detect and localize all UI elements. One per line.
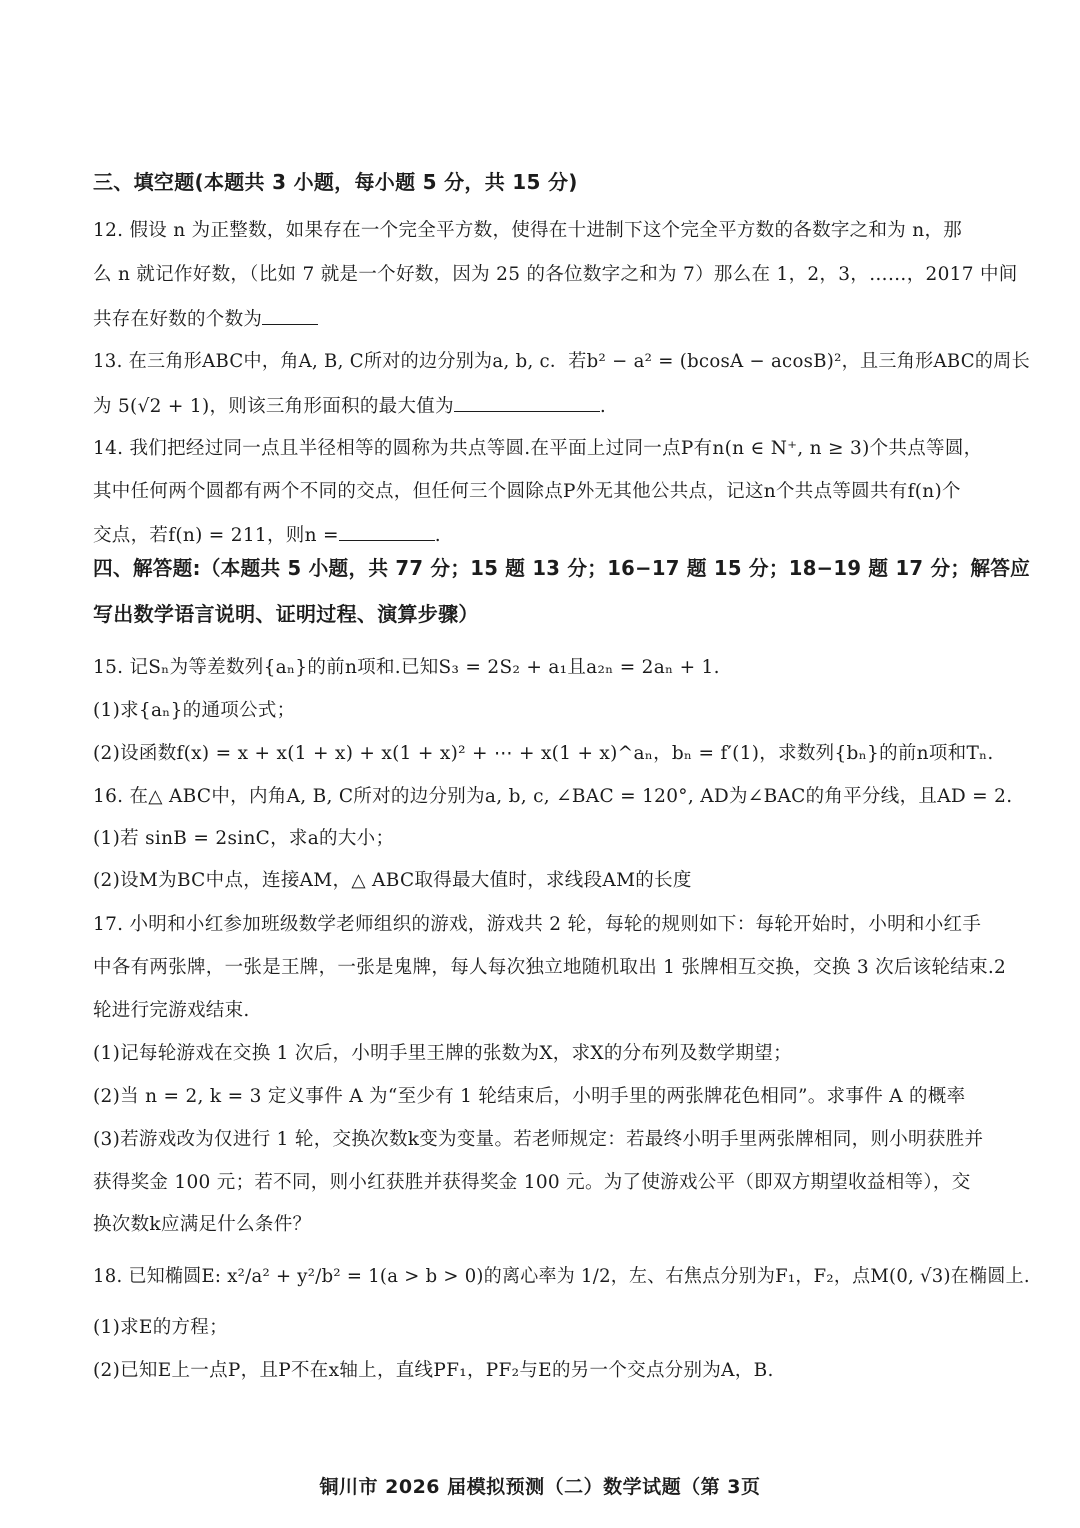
section-3-heading: 三、填空题(本题共 3 小题，每小题 5 分，共 15 分) <box>93 170 578 194</box>
q16-part-1: (1)若 sinB = 2sinC，求a的大小； <box>93 828 395 849</box>
q17-line-1: 17. 小明和小红参加班级数学老师组织的游戏，游戏共 2 轮，每轮的规则如下：每轮开始时，小明和小红手 <box>93 914 982 935</box>
q12-line-2: 么 n 就记作好数，（比如 7 就是一个好数，因为 25 的各位数字之和为 7）那么在 1，2，3，……，2017 中间 <box>93 264 1018 285</box>
q14-text: 交点，若f(n) = 211，则n = <box>93 525 339 546</box>
q13-line-2 <box>93 393 606 419</box>
q18-part-2: (2)已知E上一点P，且P不在x轴上，直线PF₁，PF₂与E的另一个交点分别为A，B. <box>93 1360 774 1381</box>
q14-line-1: 14. 我们把经过同一点且半径相等的圆称为共点等圆.在平面上过同一点P有n(n ∈ N⁺, n ≥ 3)个共点等圆， <box>93 438 983 459</box>
q15-part-1: (1)求{aₙ}的通项公式； <box>93 700 296 721</box>
q17-part-1: (1)记每轮游戏在交换 1 次后，小明手里王牌的张数为X，求X的分布列及数学期望； <box>93 1043 792 1064</box>
q14-period: . <box>434 525 441 546</box>
q16-line-1: 16. 在△ ABC中，内角A, B, C所对的边分别为a, b, c, ∠BAC = 120°, AD为∠BAC的角平分线，且AD = 2. <box>93 786 1013 807</box>
section-4-heading-line-2: 写出数学语言说明、证明过程、演算步骤） <box>93 602 479 626</box>
answer-blank-q12 <box>262 306 318 325</box>
q13-line-1: 13. 在三角形ABC中，角A, B, C所对的边分别为a, b, c．若b² − a² = (bcosA − acosB)²，且三角形ABC的周长 <box>93 351 1031 372</box>
q12-line-3 <box>93 306 318 332</box>
footer-text: 铜川市 2026 届模拟预测（二）数学试题（第 3页 <box>319 1476 761 1498</box>
q17-part-3-line-1: (3)若游戏改为仅进行 1 轮，交换次数k变为变量。若老师规定：若最终小明手里两张牌相同，则小明获胜并 <box>93 1129 984 1150</box>
q17-part-2: (2)当 n = 2, k = 3 定义事件 A 为“至少有 1 轮结束后，小明手里的两张牌花色相同”。求事件 A 的概率 <box>93 1086 966 1107</box>
q14-line-2: 其中任何两个圆都有两个不同的交点，但任何三个圆除点P外无其他公共点，记这n个共点等圆共有f(n)个 <box>93 481 961 502</box>
q12-line-1: 12. 假设 n 为正整数，如果存在一个完全平方数，使得在十进制下这个完全平方数的各数字之和为 n，那 <box>93 220 963 241</box>
q17-part-3-line-3: 换次数k应满足什么条件？ <box>93 1214 312 1235</box>
q17-part-3-line-2: 获得奖金 100 元；若不同，则小红获胜并获得奖金 100 元。为了使游戏公平（即双方期望收益相等），交 <box>93 1172 971 1193</box>
q14-line-3 <box>93 522 441 548</box>
q18-part-1: (1)求E的方程； <box>93 1317 228 1338</box>
q17-line-2: 中各有两张牌，一张是王牌，一张是鬼牌，每人每次独立地随机取出 1 张牌相互交换，交换 3 次后该轮结束.2 <box>93 957 1007 978</box>
q17-line-3: 轮进行完游戏结束. <box>93 1000 250 1021</box>
answer-blank-q14 <box>339 522 435 541</box>
q13-period: . <box>599 396 607 417</box>
q18-line-1: 18. 已知椭圆E: x²/a² + y²/b² = 1(a > b > 0)的离心率为 1/2，左、右焦点分别为F₁，F₂，点M(0, √3)在椭圆上. <box>93 1266 1030 1287</box>
section-4-heading-line-1: 四、解答题:（本题共 5 小题，共 77 分；15 题 13 分；16−17 题 15 分；18−19 题 17 分；解答应 <box>93 556 1031 580</box>
q12-text: 共存在好数的个数为 <box>93 309 263 330</box>
answer-blank-q13 <box>454 393 600 412</box>
q15-part-2: (2)设函数f(x) = x + x(1 + x) + x(1 + x)² + ⋯ + x(1 + x)^aₙ，bₙ = f′(1)，求数列{bₙ}的前n项和Tₙ. <box>93 743 994 764</box>
q13-text: 为 5(√2 + 1)，则该三角形面积的最大值为 <box>93 396 454 417</box>
q16-part-2: (2)设M为BC中点，连接AM，△ ABC取得最大值时，求线段AM的长度 <box>93 870 692 891</box>
page-footer <box>0 1472 1080 1499</box>
q15-line-1: 15. 记Sₙ为等差数列{aₙ}的前n项和.已知S₃ = 2S₂ + a₁且a₂ₙ = 2aₙ + 1. <box>93 657 720 678</box>
